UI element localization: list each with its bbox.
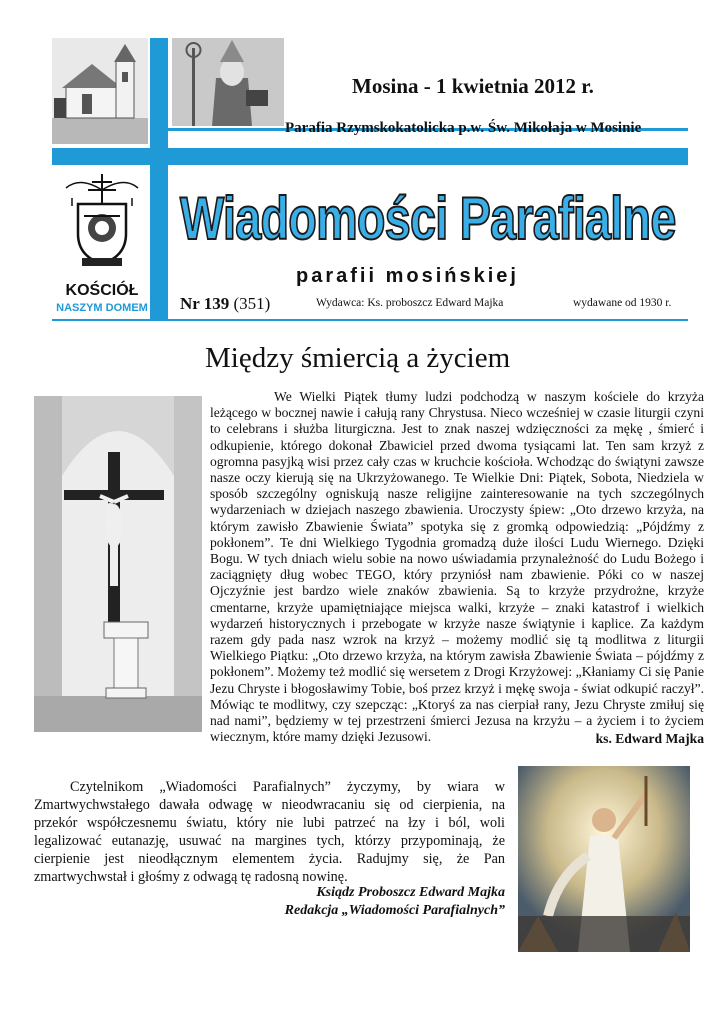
logo-text-kosciol: KOŚCIÓŁ — [65, 282, 139, 299]
article-title: Między śmiercią a życiem — [205, 342, 511, 374]
logo-text-naszym-domem: NASZYM DOMEM — [56, 302, 148, 314]
blue-cross-vertical — [150, 38, 168, 320]
resurrection-painting — [518, 766, 690, 952]
published-since: wydawane od 1930 r. — [573, 297, 672, 309]
blue-cross-horizontal — [52, 148, 688, 165]
crucifix-photo — [34, 396, 202, 732]
issue-number-alt: (351) — [233, 294, 271, 313]
issue-number — [180, 294, 270, 314]
newsletter-title: Wiadomości Parafialne — [180, 185, 676, 252]
issue-date: Mosina - 1 kwietnia 2012 r. — [352, 74, 594, 98]
masthead-bottom-rule — [52, 319, 688, 321]
publisher: Wydawca: Ks. proboszcz Edward Majka — [316, 297, 504, 309]
issue-number-main: Nr 139 — [180, 294, 230, 313]
newsletter-subtitle: parafii mosińskiej — [296, 265, 519, 287]
coat-of-arms-icon — [60, 172, 144, 272]
article-signature: ks. Edward Majka — [595, 731, 704, 746]
easter-wishes: Czytelnikom „Wiadomości Parafialnych” życzymy, by wiara w Zmartwychwstałego dawała odwagę w nieodwracaniu się od cierpienia, na przekór współczesnemu światu, który nie lubi patrzeć na łzy i ból, woli legalizować eutanazję, usuwać na margines tych, którzy przypominają, że cierpienie jest nieodłącznym elementem życia. Radujmy się, że Pan zmartwychwstał i głośmy z odwagą tę radosną nowinę. — [34, 779, 505, 885]
parish-name: Parafia Rzymskokatolicka p.w. Św. Mikołaja w Mosinie — [285, 120, 642, 136]
article-body: We Wielki Piątek tłumy ludzi podchodzą w naszym kościele do krzyża leżącego w bocznej nawie i całują rany Chrystusa. Nieco wcześniej w czasie liturgii czyni to celebrans i służba liturgiczna. Jest to znak naszej wdzięczności za mękę , śmierć i odkupienie, którego dokonał Zbawiciel przed dwoma tysiącami lat. Ten sam krzyż z ogromna pasyjką wisi przez cały czas w kruchcie kościoła. Wchodząc do świątyni zawsze nasze oczy kierują się na Ukrzyżowanego. Te Wielkie Dni: Piątek, Sobota, Niedziela w sposób szczególny ogniskują nasze religijne zainteresowanie na tych szczególnych wydarzeniach w dziejach naszego zbawienia. Uroczysty śpiew: „Oto drzewo krzyża, na którym zawisło Zbawienie Świata” spotyka się z gromką odpowiedzią: „Pójdźmy z pokłonem”. Te dni Wielkiego Tygodnia gromadzą duże ilości Ludu Wiernego. Dzięki Bogu. W tych dniach wielu sobie na nowo uświadamia przynależność do Ludu Bożego i zaciągnięty dług wobec TEGO, który przyniósł nam zbawienie. Póki co w naszej Ojczyźnie jest bardzo wiele znaków zbawienia. Są to krzyże przydrożne, krzyże cmentarne, krzyże upamiętniające miejsca walki, krzyże – znaki katastrof i wielkich wydarzeń historycznych i przebogate w krzyże nasze świątynie i kaplice. Za każdym razem gdy pada nasz wzrok na krzyż – możemy modlić się tą modlitwa z liturgii Wielkiego Piątku: „Oto drzewo krzyża, na którym zawisła Zbawienie Świata – pójdźmy z pokłonem”. Możemy też modlić się wersetem z Drogi Krzyżowej: „Kłaniamy Ci się Panie Jezu Chryste i błogosławimy Tobie, boś przez krzyż i mękę swoja - świat odkupić raczył”. Mówiąc te modlitwy, czy szepcząc: „Ktoryś za nas cierpiał rany, Jezu Chryste zmiłuj się nad nami”, będziemy w tej przestrzeni śmierci Jezusa na krzyżu – a życiem i to życiem wiecznym, które mamy dzięki Jezusowi. — [210, 389, 704, 745]
saint-nicholas-photo — [172, 38, 284, 126]
wishes-signature-pastor: Ksiądz Proboszcz Edward Majka — [316, 885, 505, 900]
wishes-signature-editors: Redakcja „Wiadomości Parafialnych” — [284, 903, 505, 918]
church-photo — [52, 38, 148, 144]
